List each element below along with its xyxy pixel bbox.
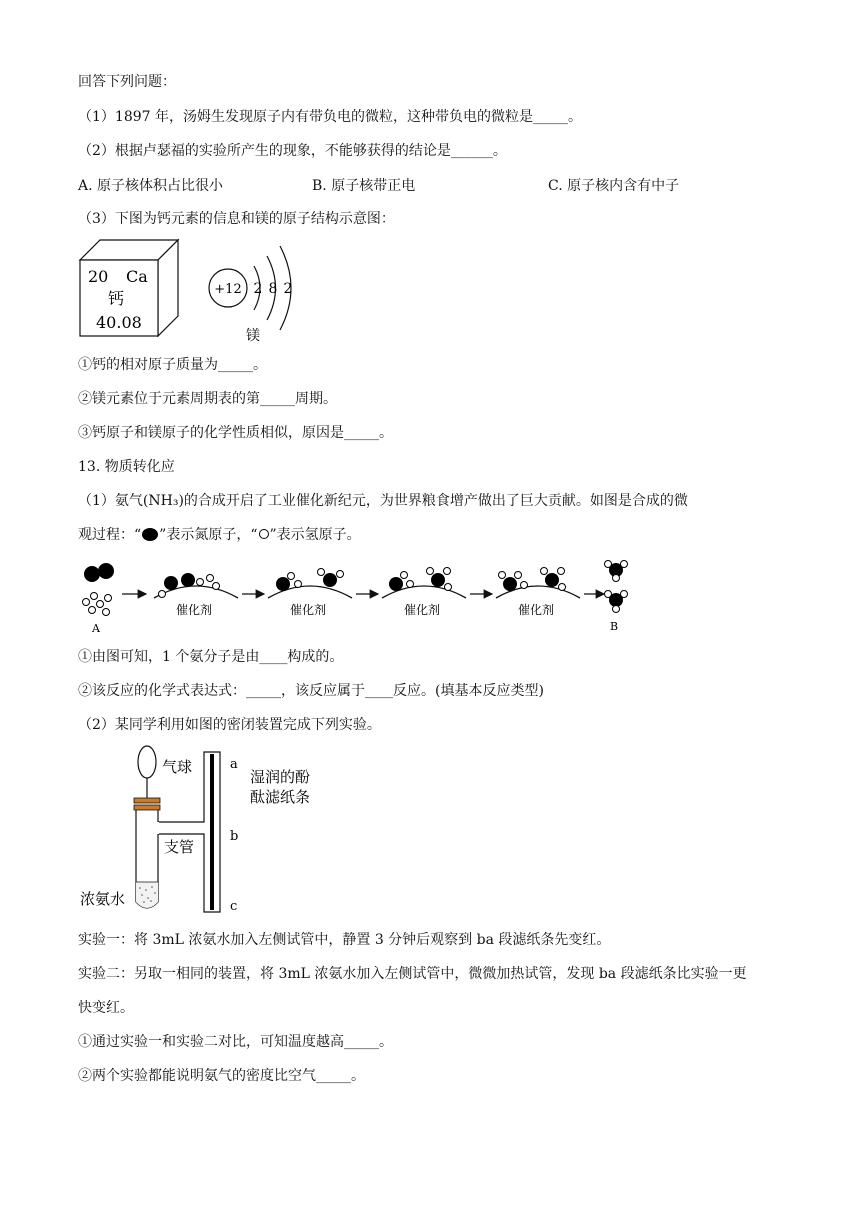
label-b: B <box>610 620 619 633</box>
reaction-process-diagram <box>76 556 636 638</box>
element-symbol: Ca <box>126 267 148 286</box>
shell-2-count: 8 <box>268 281 278 297</box>
atomic-number: 20 <box>88 267 109 286</box>
legend-text-1: 观过程：“ <box>78 527 142 543</box>
experiment-1: 实验一：将 3mL 浓氨水加入左侧试管中，静置 3 分钟后观察到 ba 段滤纸条先变红。 <box>78 932 611 948</box>
point-a: a <box>230 757 238 772</box>
sub-question-2: ②镁元素位于元素周期表的第_____周期。 <box>78 391 337 407</box>
element-card <box>80 240 178 336</box>
question-3: （3）下图为钙元素的信息和镁的原子结构示意图： <box>78 211 395 227</box>
catalyst-stage-2 <box>268 569 352 618</box>
hydrogen-atom-icon <box>259 529 269 539</box>
element-name: 钙 <box>108 289 125 308</box>
strip-label-line-2: 酞滤纸条 <box>250 788 311 806</box>
mg-label: 镁 <box>246 328 260 344</box>
apparatus-diagram <box>76 742 336 918</box>
nucleus-charge: +12 <box>214 282 242 297</box>
sub-question-s2: ②两个实验都能说明氨气的密度比空气_____。 <box>78 1068 365 1084</box>
catalyst-stage-1 <box>154 573 238 617</box>
paragraph-1b <box>78 525 361 545</box>
point-b: b <box>230 829 239 844</box>
legend-text-3: ”表示氢原子。 <box>269 527 361 543</box>
catalyst-label-2: 催化剂 <box>290 603 327 617</box>
catalyst-stage-4 <box>496 568 580 618</box>
branch-label: 支管 <box>164 838 195 856</box>
balloon <box>138 746 156 798</box>
strip-label-line-1: 湿润的酚 <box>250 768 311 786</box>
legend-text-2: ”表示氮原子，“ <box>159 527 258 543</box>
mg-atom-structure <box>209 246 292 344</box>
shell-1-count: 2 <box>253 281 263 297</box>
catalyst-stage-3 <box>382 568 466 618</box>
option-a: A. 原子核体积占比很小 <box>78 178 224 194</box>
catalyst-label-4: 催化剂 <box>518 603 555 617</box>
experiment-2a: 实验二：另取一相同的装置，将 3mL 浓氨水加入左侧试管中，微微加热试管，发现 ba 段滤纸条比实验一更 <box>78 966 747 982</box>
sub-question-r2: ②该反应的化学式表达式：_____，该反应属于____反应。(填基本反应类型) <box>78 683 544 699</box>
question-2: （2）根据卢瑟福的实验所产生的现象，不能够获得的结论是______。 <box>78 143 507 159</box>
option-c: C. 原子核内含有中子 <box>548 178 680 194</box>
intro-line: 回答下列问题： <box>78 74 176 90</box>
stage-b <box>605 561 628 634</box>
shell-3-count: 2 <box>283 281 293 297</box>
stage-a <box>83 563 115 635</box>
question-13-heading: 13. 物质转化应 <box>78 459 175 475</box>
ca-mg-figure <box>76 236 316 348</box>
point-c: c <box>230 899 238 914</box>
ammonia-label: 浓氨水 <box>80 890 126 908</box>
option-b: B. 原子核带正电 <box>312 178 416 194</box>
sub-question-s1: ①通过实验一和实验二对比，可知温度越高_____。 <box>78 1034 393 1050</box>
stopper-band-1 <box>134 798 160 803</box>
paragraph-2: （2）某同学利用如图的密闭装置完成下列实验。 <box>78 717 381 733</box>
filter-paper-strip <box>210 754 214 910</box>
sub-question-1: ①钙的相对原子质量为_____。 <box>78 357 267 373</box>
sub-question-r1: ①由图可知，1 个氨分子是由____构成的。 <box>78 649 344 665</box>
catalyst-label-1: 催化剂 <box>176 603 213 617</box>
paragraph-1a: （1）氨气(NH₃)的合成开启了工业催化新纪元，为世界粮食增产做出了巨大贡献。如图是合成的微 <box>78 493 688 509</box>
catalyst-label-3: 催化剂 <box>404 603 441 617</box>
question-1: （1）1897 年，汤姆生发现原子内有带负电的微粒，这种带负电的微粒是_____。 <box>78 109 582 125</box>
balloon-label: 气球 <box>162 758 193 776</box>
nitrogen-atom-icon <box>142 528 158 541</box>
experiment-2b: 快变红。 <box>78 1000 134 1016</box>
atomic-mass: 40.08 <box>96 313 142 332</box>
sub-question-3: ③钙原子和镁原子的化学性质相似，原因是_____。 <box>78 425 393 441</box>
stopper-band-2 <box>134 805 160 810</box>
label-a: A <box>92 622 100 635</box>
